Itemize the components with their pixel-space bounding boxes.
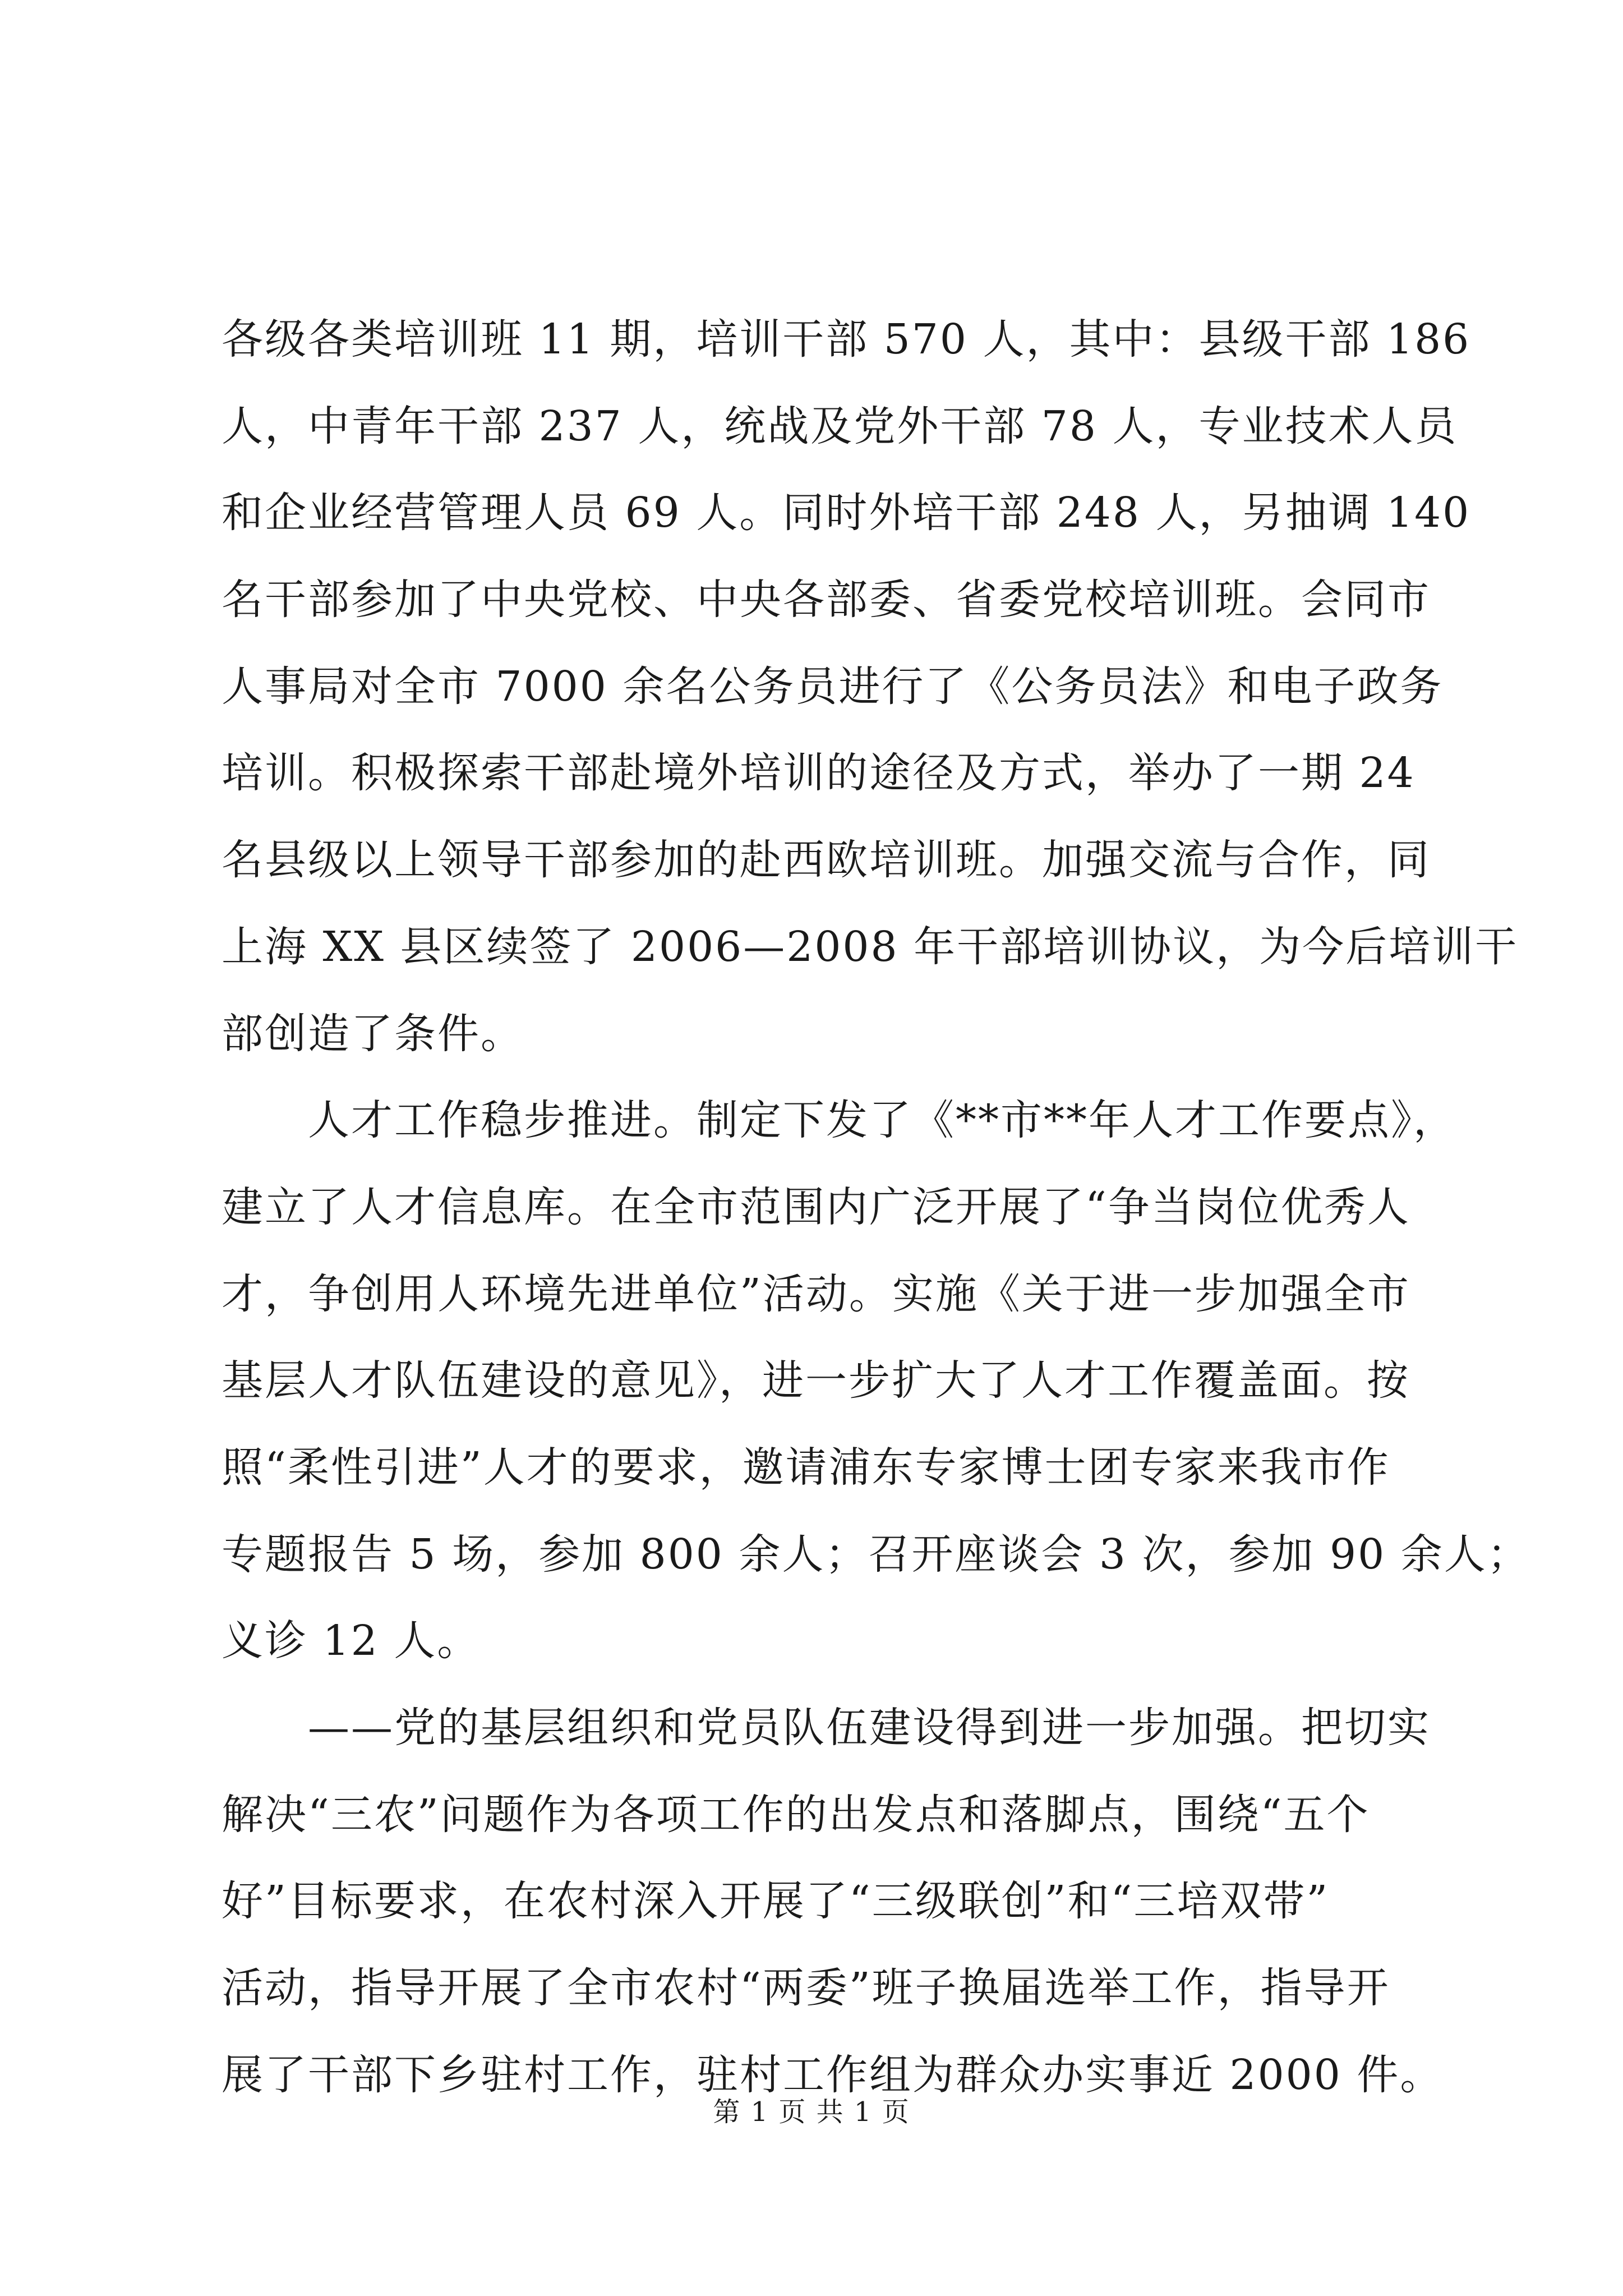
text-line: 和企业经营管理人员 69 人。同时外培干部 248 人，另抽调 140 bbox=[222, 489, 1471, 537]
text-line: 名干部参加了中央党校、中央各部委、省委党校培训班。会同市 bbox=[222, 576, 1431, 624]
text-line: 好”目标要求，在农村深入开展了“三级联创”和“三培双带” bbox=[222, 1877, 1330, 1926]
text-line: 解决“三农”问题作为各项工作的出发点和落脚点，围绕“五个 bbox=[222, 1790, 1370, 1839]
text-line: 各级各类培训班 11 期，培训干部 570 人，其中：县级干部 186 bbox=[222, 315, 1471, 364]
text-line: 人才工作稳步推进。制定下发了《**市**年人才工作要点》， bbox=[222, 1096, 1456, 1145]
document-body bbox=[222, 296, 1530, 2118]
text-line: 上海 XX 县区续签了 2006—2008 年干部培训协议，为今后培训干 bbox=[222, 922, 1519, 971]
text-line: 义诊 12 人。 bbox=[222, 1617, 481, 1665]
page-footer: 第 1 页 共 1 页 bbox=[713, 2096, 910, 2128]
text-line: 专题报告 5 场，参加 800 余人；召开座谈会 3 次，参加 90 余人； bbox=[222, 1530, 1530, 1579]
text-line: 建立了人才信息库。在全市范围内广泛开展了“争当岗位优秀人 bbox=[222, 1182, 1410, 1231]
text-line: 人，中青年干部 237 人，统战及党外干部 78 人，专业技术人员 bbox=[222, 402, 1458, 450]
text-line: 活动，指导开展了全市农村“两委”班子换届选举工作，指导开 bbox=[222, 1964, 1390, 2013]
text-line: 展了干部下乡驻村工作，驻村工作组为群众办实事近 2000 件。 bbox=[222, 2050, 1444, 2099]
text-line: 基层人才队伍建设的意见》，进一步扩大了人才工作覆盖面。按 bbox=[222, 1356, 1410, 1405]
text-line: 才，争创用人环境先进单位”活动。实施《关于进一步加强全市 bbox=[222, 1269, 1410, 1318]
text-line: 人事局对全市 7000 余名公务员进行了《公务员法》和电子政务 bbox=[222, 662, 1444, 711]
text-line: 名县级以上领导干部参加的赴西欧培训班。加强交流与合作，同 bbox=[222, 836, 1431, 885]
text-line: 照“柔性引进”人才的要求，邀请浦东专家博士团专家来我市作 bbox=[222, 1443, 1390, 1492]
text-line: 部创造了条件。 bbox=[222, 1009, 524, 1058]
text-line: ——党的基层组织和党员队伍建设得到进一步加强。把切实 bbox=[222, 1704, 1431, 1752]
text-line: 培训。积极探索干部赴境外培训的途径及方式，举办了一期 24 bbox=[222, 749, 1415, 798]
